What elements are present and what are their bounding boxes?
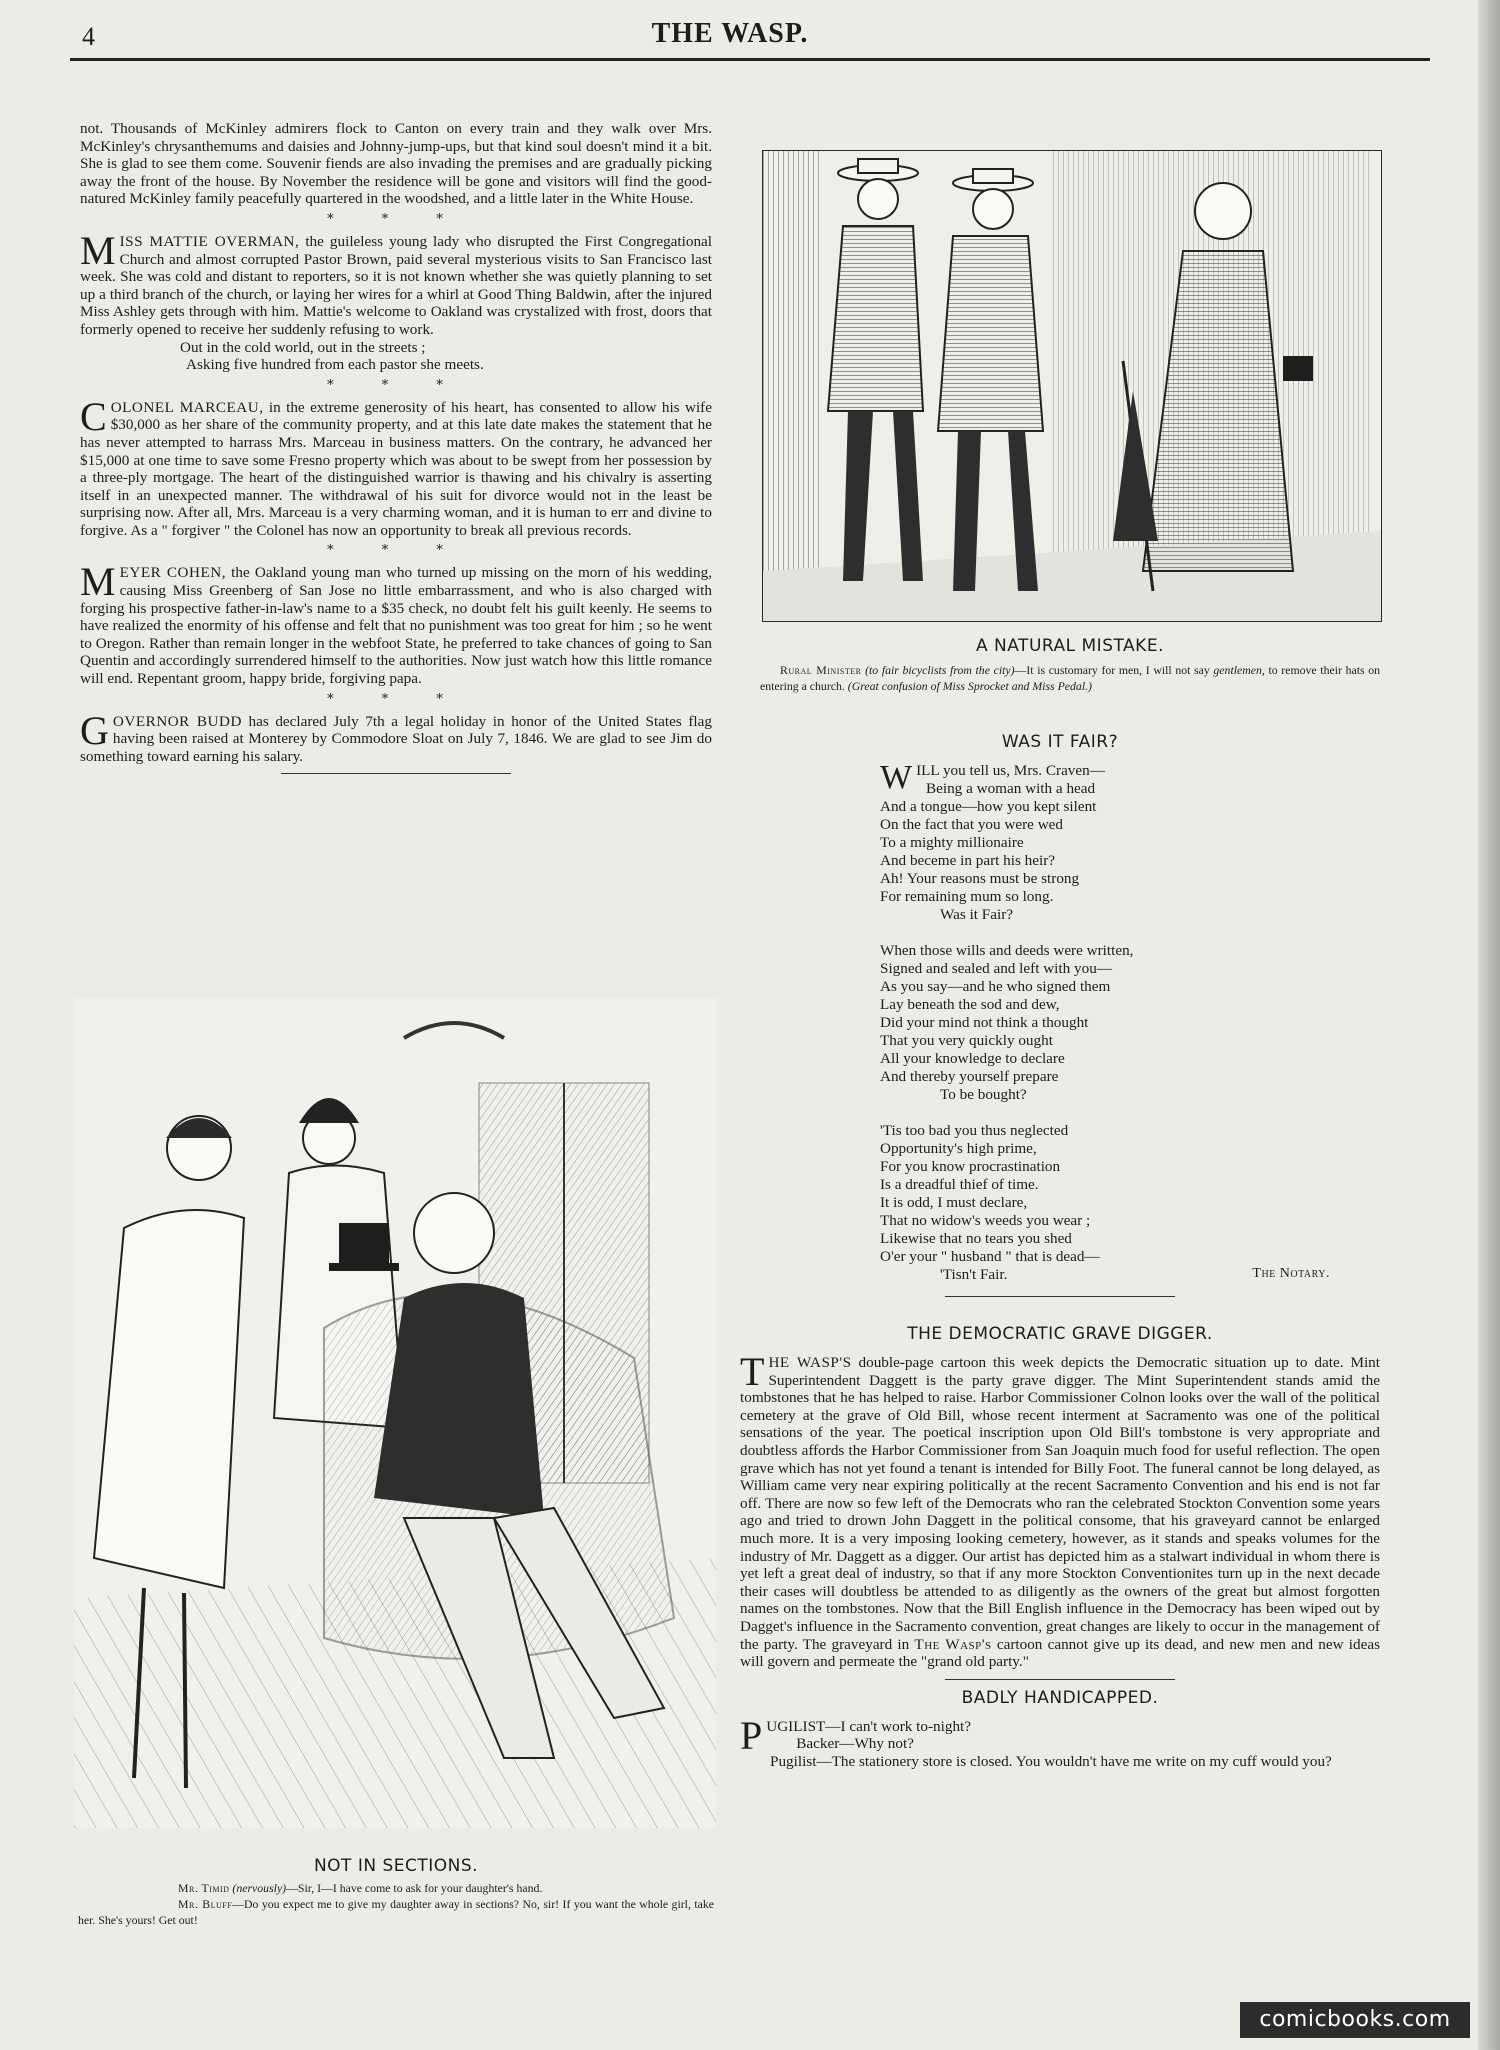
cartoon-title: NOT IN SECTIONS. (313, 1856, 479, 1876)
caption-speech: —Sir, I—I have come to ask for your daughter's hand. (286, 1881, 543, 1895)
left-caption-block (78, 1856, 714, 1928)
speaker-name: Rural Minister (780, 663, 862, 677)
poem-line: Did your mind not think a thought (880, 1014, 1089, 1031)
poem-line: For remaining mum so long. (880, 888, 1054, 905)
article-block (740, 1320, 1380, 1770)
caption-line (78, 1880, 714, 1896)
separator-stars: * * * (327, 211, 465, 227)
page-number: 4 (82, 22, 95, 51)
poem-line: 'Tisn't Fair. (940, 1266, 1008, 1283)
drop-cap: M (80, 227, 116, 273)
poem-line: Being a woman with a head (926, 780, 1096, 797)
poem-line: That no widow's weeds you wear ; (880, 1212, 1091, 1229)
dialogue-title: BADLY HANDICAPPED. (961, 1687, 1159, 1708)
poem-line: It is odd, I must declare, (880, 1194, 1028, 1211)
separator-stars: * * * (327, 691, 465, 707)
poem-stanza (880, 759, 1380, 924)
separator-stars: * * * (327, 377, 465, 393)
drop-cap: P (740, 1712, 763, 1758)
section-rule (945, 1296, 1175, 1297)
dialogue-line: Pugilist—The stationery store is closed. You wouldn't have me write on my cuff would you? (770, 1752, 1332, 1770)
paragraph-body: in the extreme generosity of his heart, has consented to allow his wife $30,000 as her share of the community property, and at this late date makes the statement that he has never attempted to harrass Mrs. Marceau in business matters. On the contrary, he advanced her $15,000 at one time to save some Fresno property which was about to be swept from her possession by a three-ply mortgage. The heart of the distinguished warrior is thawing and his chivalry is asserting itself in an unexpected manner. The withdrawal of his suit for divorce would not in the least be surprising now. After all, Mrs. Marceau is a very charming woman, and it is human to err and divine to forgive. As a " forgiver " the Colonel has now an opportunity to break all previous records. (80, 398, 712, 539)
cartoon-title: A NATURAL MISTAKE. (976, 636, 1164, 656)
poem-stanza (880, 942, 1380, 1104)
not-in-sections-cartoon (74, 998, 716, 1828)
mckinley-paragraph: not. Thousands of McKinley admirers flock to Canton on every train and they walk over Mrs. McKinley's chrysanthemums and daisies and Johnny-jump-ups, but that kind soul doesn't mind it a bit. She is glad to see them come. Souvenir fiends are also invading the premises and are gradually picking away the front of the house. By November the residence will be gone and visitors will find the good-natured McKinley family peacefully quartered in the woodshed, and a little later in the White House. (80, 120, 712, 208)
poem-line: When those wills and deeds were written, (880, 942, 1134, 959)
poem-line: And a tongue—how you kept silent (880, 798, 1097, 815)
poem-line: Ah! Your reasons must be strong (880, 870, 1080, 887)
drop-cap: T (740, 1349, 765, 1394)
header-rule (70, 58, 1430, 61)
article-paragraph (740, 1349, 1380, 1671)
wasp-reference: The Wasp's (914, 1635, 992, 1653)
watermark-logo: comicbooks.com (1240, 2002, 1470, 2038)
poem-body (880, 759, 1380, 1284)
cartoon-drawing (74, 998, 716, 1828)
left-column (80, 120, 712, 782)
poem-line: Signed and sealed and left with you— (880, 960, 1112, 977)
natural-mistake-cartoon (762, 150, 1382, 622)
right-caption-block (760, 636, 1380, 694)
caption-speech: —It is customary for men, I will not say (1014, 663, 1214, 677)
caption-italic: gentlemen, (1213, 663, 1265, 677)
caption-speech: —Do you expect me to give my daughter away in sections? No, sir! If you want the whole girl, take her. She's yours! Get out! (78, 1897, 715, 1927)
poem-line: Likewise that no tears you shed (880, 1230, 1072, 1247)
poem-line: As you say—and he who signed them (880, 978, 1111, 995)
drop-cap: G (80, 707, 109, 753)
dialogue-text: UGILIST—I can't work to-night? (766, 1717, 972, 1735)
paragraph-body: the guileless young lady who disrupted the First Congregational Church and almost corrupted Pastor Brown, paid several mysterious visits to San Francisco last week. She was cold and distant to reporters, so it is not known whether she was quietly planning to set up a third branch of the church, or laying her wires for a whirl at Good Thing Baldwin, after the injured Miss Ashley gets through with him. Mattie's welcome to Oakland was crystalized with frost, doors that formerly opened to receive her suddenly refusing to work. (80, 232, 712, 338)
poem-line: 'Tis too bad you thus neglected (880, 1122, 1069, 1139)
caption-line (78, 1896, 714, 1928)
lead-in: EYER COHEN, (119, 564, 226, 582)
poem-block (740, 728, 1380, 1305)
page-edge (1478, 0, 1500, 2050)
dialogue-line: Backer—Why not? (796, 1735, 914, 1753)
poem-line: To be bought? (940, 1086, 1027, 1103)
drop-cap: M (80, 559, 116, 605)
drop-cap: W (880, 759, 913, 796)
stage-direction: (to fair bicyclists from the city) (865, 663, 1015, 677)
separator-stars: * * * (327, 543, 465, 559)
poem-line: Opportunity's high prime, (880, 1140, 1037, 1157)
verse-line: Asking five hundred from each pastor she meets. (186, 356, 484, 374)
poem-author: The Notary. (1252, 1266, 1330, 1281)
budd-paragraph (80, 707, 712, 766)
speaker-name: Mr. Bluff (178, 1897, 233, 1911)
section-rule (281, 773, 511, 774)
poem-line: Was it Fair? (940, 906, 1014, 923)
poem-title: WAS IT FAIR? (1001, 732, 1119, 752)
poem-line: To a mighty millionaire (880, 834, 1024, 851)
drop-cap: C (80, 393, 107, 439)
lead-in: ISS MATTIE OVERMAN, (119, 232, 300, 250)
article-title: THE DEMOCRATIC GRAVE DIGGER. (907, 1324, 1213, 1344)
poem-line: Lay beneath the sod and dew, (880, 996, 1060, 1013)
marceau-paragraph (80, 393, 712, 540)
paragraph-body: cartoon cannot give up its dead, and new men and new ideas will govern and permeate the "grand old party." (740, 1635, 1380, 1671)
paragraph-body: has declared July 7th a legal holiday in honor of the United States flag having been raised at Monterey by Commodore Sloat on July 7, 1846. We are glad to see Jim do something toward earning his salary. (80, 712, 712, 765)
speaker-name: Mr. Timid (178, 1881, 230, 1895)
cohen-paragraph (80, 559, 712, 688)
paragraph-body: double-page cartoon this week depicts the Democratic situation up to date. Mint Superintendent Daggett is the party grave digger. The Mint Superintendent stands amid the tombstones that he has helped to raise. Harbor Commissioner Colnon looks over the wall of the political cemetery at the grave of Old Bill, whose recent interment at Sacramento was one of the political sensations of the year. The poetical inscription upon Old Bill's tombstone is very appropriate and doubtless affords the Harbor Commissioner from San Joaquin much food for useful reflection. The open grave which has not yet found a tenant is intended for Billy Foot. The funeral cannot be long delayed, as William came very near expiring politically at the recent Sacramento Convention and his end is not far off. There are now so few left of the Democrats who ran the celebrated Stockton Convention some years ago and tried to drown John Daggett in the political consome, that his graveyard cannot be enlarged much more. It is a very imposing looking cemetery, however, as it stands and speaks volumes for the industry of Mr. Daggett as a digger. Our artist has depicted him as a stalwart individual in whom there is yet left a great deal of industry, so that if any more Stockton Conventionites turn up in the next decade their cases will doubtless be attended to as diligently as the owners of the great but almost forgotten names on the tombstones. Now that the Bill English influence in the Democracy has been wiped out by Dagget's influence in the Sacramento convention, great changes are likely to occur in the management of the party. The graveyard in (740, 1354, 1380, 1653)
verse-line: Out in the cold world, out in the streets ; (180, 338, 426, 356)
poem-line: And thereby yourself prepare (880, 1068, 1059, 1085)
poem-line: That you very quickly ought (880, 1032, 1053, 1049)
poem-line: And beceme in part his heir? (880, 852, 1056, 869)
stage-direction: (Great confusion of Miss Sprocket and Miss Pedal.) (847, 679, 1092, 693)
page-title: THE WASP. (651, 18, 809, 49)
poem-line: For you know procrastination (880, 1158, 1061, 1175)
paragraph-body: the Oakland young man who turned up missing on the morn of his wedding, causing Miss Greenberg of San Jose no little embarrassment, and who is also charged with forging his prospective father-in-law's name to a $35 check, no doubt felt his guilt keenly. He seems to have realized the enormity of his offense and felt that no punishment was too great for him ; so he went to Oregon. Rather than remain longer in the webfoot State, he preferred to take chances of going to San Quentin and accordingly surrendered himself to the authorities. Now just watch how this little romance will end. Repentant groom, happy bride, forgiving papa. (80, 564, 712, 688)
caption-line (760, 662, 1380, 694)
poem-stanza (880, 1122, 1380, 1284)
poem-line: O'er your " husband " that is dead— (880, 1248, 1100, 1265)
cartoon-drawing (763, 151, 1381, 621)
lead-in: OLONEL MARCEAU, (110, 398, 264, 416)
lead-in: HE WASP'S (768, 1354, 852, 1371)
poem-line: All your knowledge to declare (880, 1050, 1065, 1067)
poem-line: Is a dreadful thief of time. (880, 1176, 1039, 1193)
poem-line: On the fact that you were wed (880, 816, 1064, 833)
stage-direction: (nervously) (232, 1881, 287, 1895)
section-rule (945, 1679, 1175, 1680)
caption-speech: to remove their hats on entering a church. (760, 663, 1381, 693)
poem-line: WILL you tell us, Mrs. Craven— (880, 759, 1105, 796)
lead-in: OVERNOR BUDD (112, 712, 242, 730)
overman-paragraph (80, 227, 712, 339)
